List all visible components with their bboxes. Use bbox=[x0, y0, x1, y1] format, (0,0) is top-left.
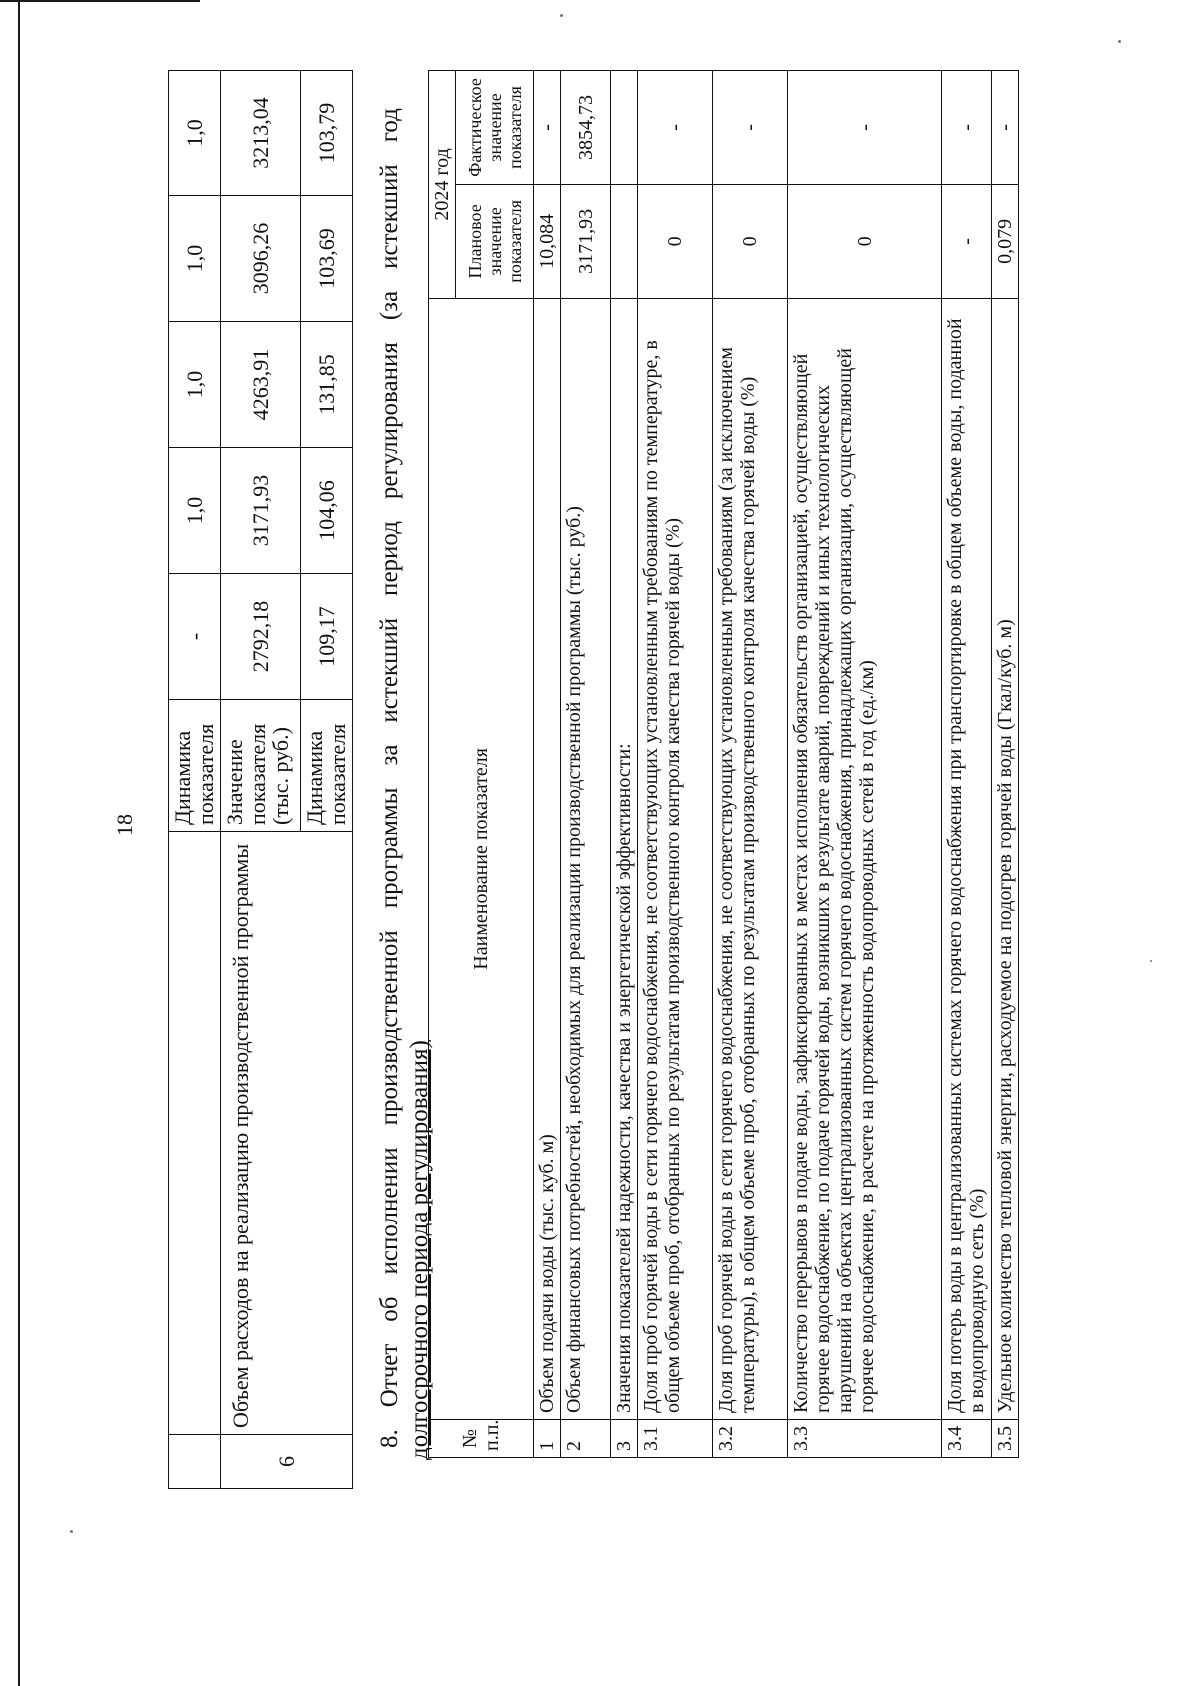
heading-word: истекший bbox=[376, 617, 403, 723]
planned-value: 10,084 bbox=[534, 184, 561, 298]
value-cell: 103,79 bbox=[301, 71, 353, 196]
row-number: 1 bbox=[534, 1420, 561, 1458]
section-heading bbox=[375, 48, 435, 1460]
value-cell: 3096,26 bbox=[221, 196, 301, 322]
value-cell: 3213,04 bbox=[221, 71, 301, 196]
indicator-name: Удельное количество тепловой энергии, расходуемое на подогрев горячей воды (Гкал/куб. м) bbox=[992, 298, 1019, 1419]
indicator-label: Динамика показателя bbox=[169, 700, 221, 832]
indicator-name: Доля потерь воды в централизованных системах горячего водоснабжения при транспортировке в общем объеме воды, поданной в водопроводную сеть (%) bbox=[942, 298, 992, 1419]
table-header-row bbox=[429, 71, 456, 1458]
planned-value: 0 bbox=[638, 184, 713, 298]
planned-value: 0 bbox=[713, 184, 788, 298]
heading-word: производственной bbox=[376, 930, 403, 1126]
row-number: 2 bbox=[561, 1420, 611, 1458]
planned-value: - bbox=[942, 184, 992, 298]
page-number: 18 bbox=[112, 814, 137, 836]
table-row bbox=[992, 71, 1019, 1458]
planned-value: 0,079 bbox=[992, 184, 1019, 298]
header-planned: Плановое значение показателя bbox=[456, 184, 534, 298]
indicator-name: Объем финансовых потребностей, необходимых для реализации производственной программы (тыс. руб.) bbox=[561, 298, 611, 1419]
heading-word: исполнении bbox=[376, 1147, 403, 1275]
heading-word: год bbox=[376, 108, 403, 143]
header-number: № п.п. bbox=[429, 1420, 534, 1458]
row-number: 3 bbox=[611, 1420, 638, 1458]
heading-word: регулирования bbox=[376, 342, 403, 500]
value-cell: 1,0 bbox=[169, 448, 221, 574]
table-row bbox=[611, 71, 638, 1458]
row-number: 3.4 bbox=[942, 1420, 992, 1458]
planned-value bbox=[611, 184, 638, 298]
expenses-table bbox=[168, 70, 353, 1489]
actual-value: 3854,73 bbox=[561, 71, 611, 185]
heading-line-2: долгосрочного периода регулирования) bbox=[406, 1040, 433, 1460]
value-cell: 1,0 bbox=[169, 196, 221, 322]
actual-value: - bbox=[713, 71, 788, 185]
value-cell: 1,0 bbox=[169, 322, 221, 448]
heading-word: (за bbox=[376, 290, 403, 321]
indicator-name: Объем расходов на реализацию производственной программы bbox=[221, 832, 353, 1435]
heading-word: программы bbox=[376, 787, 403, 909]
indicator-name: Доля проб горячей воды в сети горячего водоснабжения, не соответствующих установленным требованиям (за исключением температуры), в общем объеме проб, отобранных по результатам производственного контроля качества горячей воды (%) bbox=[713, 298, 788, 1419]
table-row bbox=[713, 71, 788, 1458]
heading-word: период bbox=[376, 521, 403, 596]
heading-word: 8. bbox=[376, 1429, 403, 1448]
indicator-name: Количество перерывов в подаче воды, зафиксированных в местах исполнения обязательств организацией, осуществляющей горячее водоснабжение, по подаче горячей воды, возникших в результате аварий, повреждений и иных технологических нарушений на объектах централизованных систем горячего водоснабжения, принадлежащих организации, осуществляющей горячее водоснабжение, в расчете на протяженность водопроводных сетей в год (ед./км) bbox=[788, 298, 942, 1419]
value-cell: 104,06 bbox=[301, 448, 353, 574]
actual-value: - bbox=[992, 71, 1019, 185]
row-number: 3.2 bbox=[713, 1420, 788, 1458]
row-number: 3.3 bbox=[788, 1420, 942, 1458]
row-number: 3.1 bbox=[638, 1420, 713, 1458]
value-cell: 1,0 bbox=[169, 71, 221, 196]
table-row bbox=[169, 71, 221, 1489]
program-report-table bbox=[428, 70, 1019, 1458]
heading-word: Отчет bbox=[376, 1343, 403, 1408]
indicator-label: Значение показателя (тыс. руб.) bbox=[221, 700, 301, 832]
actual-value bbox=[611, 71, 638, 185]
value-cell: 109,17 bbox=[301, 574, 353, 700]
heading-word: за bbox=[376, 744, 403, 766]
table-row bbox=[534, 71, 561, 1458]
heading-word: об bbox=[376, 1296, 403, 1322]
value-cell: 3171,93 bbox=[221, 448, 301, 574]
header-year: 2024 год bbox=[429, 71, 456, 299]
header-indicator-name: Наименование показателя bbox=[429, 298, 534, 1419]
indicator-name: Доля проб горячей воды в сети горячего водоснабжения, не соответствующих установленным требованиям по температуре, в общем объеме проб, отобранных по результатам производственного контроля качества горячей воды (%) bbox=[638, 298, 713, 1419]
indicator-name: Значения показателей надежности, качества и энергетической эффективности: bbox=[611, 298, 638, 1419]
indicator-name: Объем подачи воды (тыс. куб. м) bbox=[534, 298, 561, 1419]
value-cell: 2792,18 bbox=[221, 574, 301, 700]
row-number bbox=[169, 1435, 221, 1489]
value-cell: 103,69 bbox=[301, 196, 353, 322]
table-row bbox=[788, 71, 942, 1458]
value-cell: 131,85 bbox=[301, 322, 353, 448]
row-number: 6 bbox=[221, 1435, 353, 1489]
actual-value: - bbox=[942, 71, 992, 185]
row-number: 3.5 bbox=[992, 1420, 1019, 1458]
heading-word: истекший bbox=[376, 164, 403, 269]
table-row bbox=[561, 71, 611, 1458]
actual-value: - bbox=[788, 71, 942, 185]
value-cell: 4263,91 bbox=[221, 322, 301, 448]
table-row bbox=[638, 71, 713, 1458]
indicator-name bbox=[169, 832, 221, 1435]
actual-value: - bbox=[638, 71, 713, 185]
table-row bbox=[221, 71, 301, 1489]
planned-value: 3171,93 bbox=[561, 184, 611, 298]
value-cell: - bbox=[169, 574, 221, 700]
heading-line-1 bbox=[375, 108, 405, 1448]
table-row bbox=[942, 71, 992, 1458]
indicator-label: Динамика показателя bbox=[301, 700, 353, 832]
planned-value: 0 bbox=[788, 184, 942, 298]
header-actual: Фактическое значение показателя bbox=[456, 71, 534, 185]
actual-value: - bbox=[534, 71, 561, 185]
